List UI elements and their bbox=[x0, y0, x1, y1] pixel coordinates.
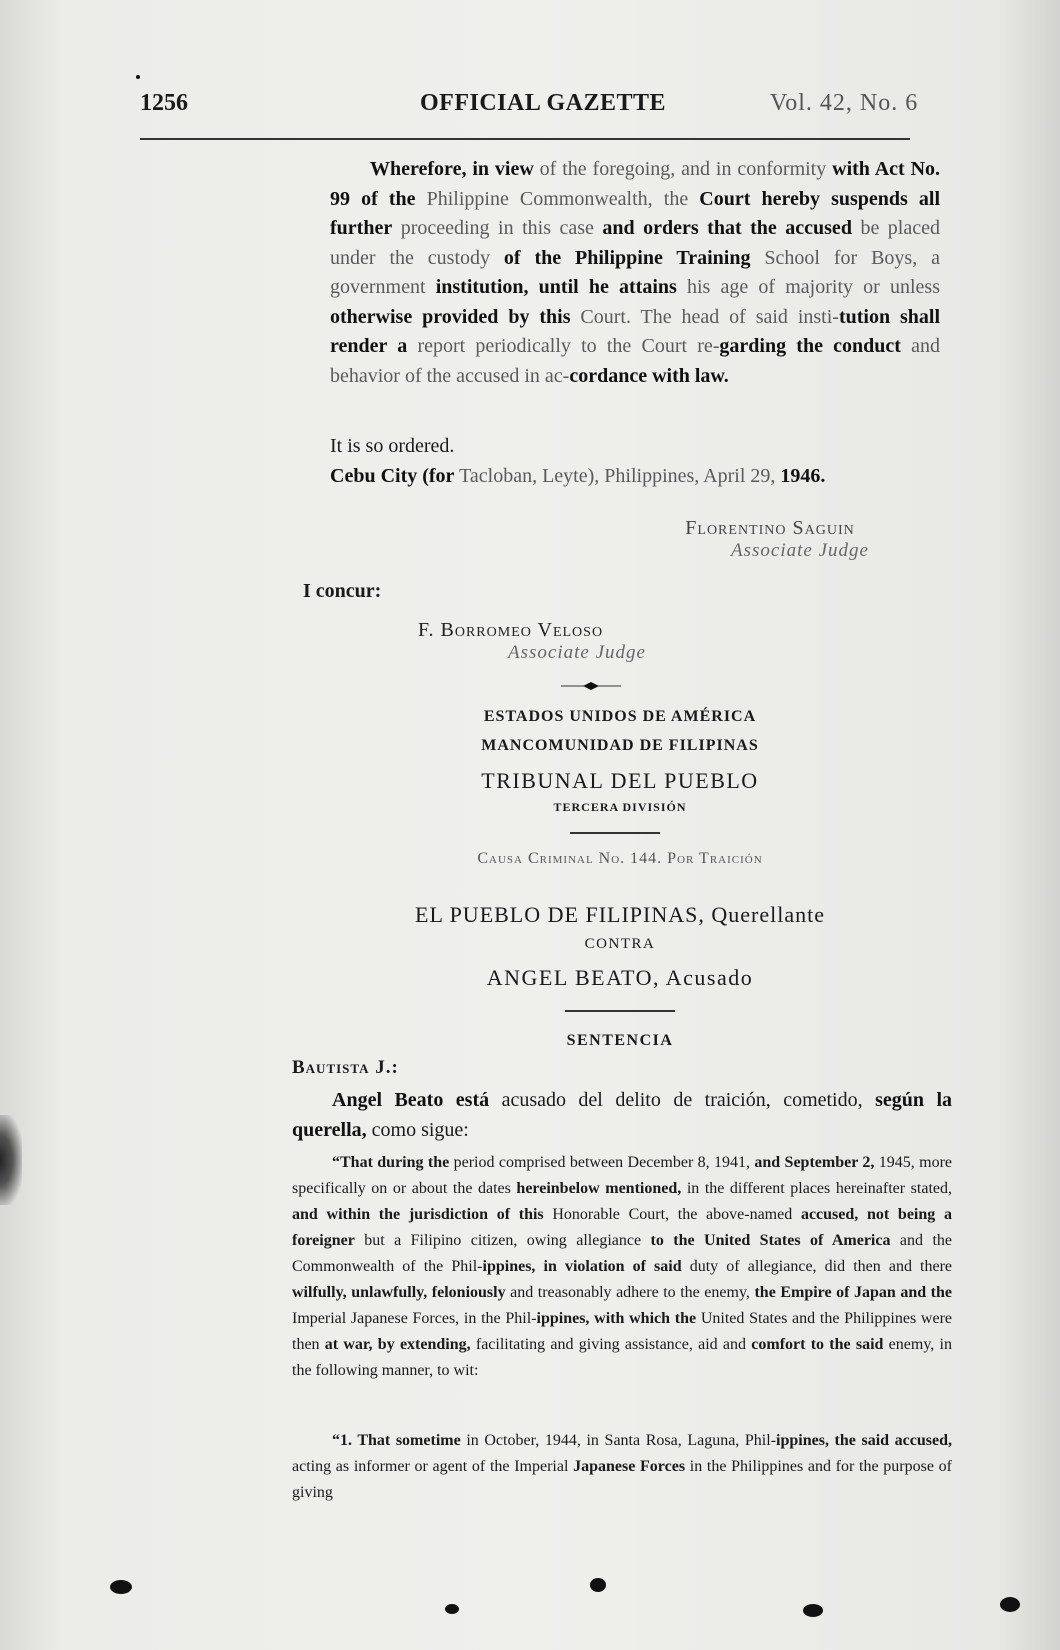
scan-speck bbox=[1000, 1597, 1020, 1612]
judge-label: Bautista J.: bbox=[292, 1057, 399, 1078]
scan-speck bbox=[110, 1580, 132, 1594]
page-number: 1256 bbox=[140, 90, 188, 116]
paragraph-place-date: Cebu City (for Tacloban, Leyte), Philippines, April 29, 1946. bbox=[330, 465, 826, 487]
heading-sentencia: SENTENCIA bbox=[566, 1032, 674, 1049]
signature-name: F. Borromeo Veloso bbox=[418, 619, 604, 641]
party-accused: ANGEL BEATO, Acusado bbox=[486, 965, 754, 990]
signature-title: Associate Judge bbox=[731, 540, 869, 561]
heading-estados-unidos: ESTADOS UNIDOS DE AMÉRICA bbox=[483, 708, 757, 725]
header-rule bbox=[140, 138, 910, 140]
volume-number: Vol. 42, No. 6 bbox=[770, 90, 919, 116]
heading-mancomunidad: MANCOMUNIDAD DE FILIPINAS bbox=[481, 737, 759, 754]
paragraph-so-ordered: It is so ordered. bbox=[330, 435, 455, 457]
section-rule bbox=[565, 1010, 675, 1012]
heading-tribunal: TRIBUNAL DEL PUEBLO bbox=[481, 768, 759, 793]
ornament-divider-icon bbox=[561, 681, 621, 691]
case-number: Causa Criminal No. 144. Por Traición bbox=[477, 850, 763, 867]
party-plaintiff: EL PUEBLO DE FILIPINAS, Querellante bbox=[415, 902, 825, 927]
heading-tercera-division: TERCERA DIVISIÓN bbox=[553, 800, 687, 814]
signature-block-veloso bbox=[418, 619, 698, 664]
signature-title: Associate Judge bbox=[508, 642, 646, 663]
scan-speck bbox=[803, 1604, 823, 1617]
paragraph-accusation: Angel Beato está acusado del delito de traición, cometido, según la querella, como sigue: bbox=[292, 1089, 952, 1141]
scan-speck bbox=[445, 1604, 459, 1614]
scan-speck bbox=[136, 75, 140, 79]
binding-shadow bbox=[0, 1115, 22, 1205]
quote-information: “That during the period comprised between December 8, 1941, and September 2, 1945, more specifically on or about the dates hereinbelow mentioned, in the different places hereinafter stated, and within the jurisdiction of this Honorable Court, the above-named accused, not being a foreigner but a Filipino citizen, owing allegiance to the United States of America and the Commonwealth of the Phil-ippines, in violation of said duty of allegiance, did then and there wilfully, unlawfully, feloniously and treasonably adhere to the enemy, the Empire of Japan and the Imperial Japanese Forces, in the Phil-ippines, with which the United States and the Philippines were then at war, by extending, facilitating and giving assistance, aid and comfort to the said enemy, in the following manner, to wit: bbox=[292, 1154, 953, 1379]
versus-label: CONTRA bbox=[584, 936, 656, 952]
running-title: OFFICIAL GAZETTE bbox=[420, 90, 667, 116]
concur-label: I concur: bbox=[303, 580, 382, 602]
signature-block-saguin bbox=[650, 517, 890, 562]
scan-speck bbox=[590, 1578, 606, 1592]
quote-count-one: “1. That sometime in October, 1944, in Santa Rosa, Laguna, Phil-ippines, the said accused, acting as informer or agent of the Imperial Japanese Forces in the Philippines and for the purpose of giving bbox=[292, 1432, 953, 1501]
paragraph-wherefore: Wherefore, in view of the foregoing, and in conformity with Act No. 99 of the Philippine Commonwealth, the Court hereby suspends all further proceeding in this case and orders that the accused be placed under the custody of the Philippine Training School for Boys, a government institution, until he attains his age of majority or unless otherwise provided by this Court. The head of said insti-tution shall render a report periodically to the Court re-garding the conduct and behavior of the accused in ac-cordance with law. bbox=[330, 158, 941, 387]
signature-name: Florentino Saguin bbox=[685, 517, 855, 539]
section-rule bbox=[570, 832, 660, 834]
page-header bbox=[140, 90, 970, 130]
